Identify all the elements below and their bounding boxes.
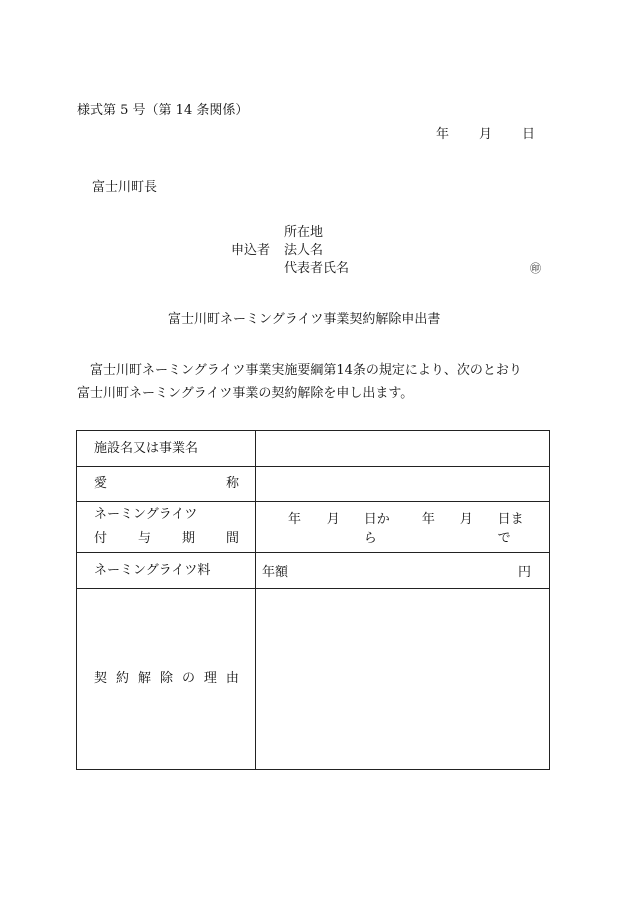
- date-month: 月: [479, 127, 493, 142]
- period-label-char: 間: [225, 531, 239, 546]
- reason-value-cell: [256, 589, 550, 770]
- fee-value-cell: [256, 553, 550, 589]
- facility-label-cell: [77, 431, 256, 467]
- fee-label-cell: [77, 553, 256, 589]
- nickname-label-char: 愛: [94, 476, 108, 491]
- facility-value-cell: [256, 431, 550, 467]
- date-day: 日: [522, 127, 536, 142]
- reason-label-char: 約: [115, 671, 129, 686]
- period-from-year: 年: [288, 512, 302, 527]
- address-label: 所在地: [284, 225, 324, 240]
- period-value: [256, 508, 549, 546]
- period-value-cell: [256, 502, 550, 553]
- document-title: 富士川町ネーミングライツ事業契約解除申出書: [168, 312, 441, 327]
- recipient: 富士川町長: [92, 180, 158, 195]
- reason-label-cell: [77, 589, 256, 770]
- body-line-1: 富士川町ネーミングライツ事業実施要綱第14条の規定により、次のとおり: [90, 363, 522, 378]
- body-line-2: 富士川町ネーミングライツ事業の契約解除を申し出ます。: [77, 386, 414, 401]
- period-to-day: 日まで: [497, 512, 524, 546]
- fee-label: ネーミングライツ料: [94, 562, 211, 578]
- nickname-value-cell: [256, 467, 550, 502]
- period-from-month: 月: [326, 512, 340, 527]
- date-line: [436, 127, 535, 143]
- detail-table: [76, 430, 550, 770]
- reason-label-char: 除: [159, 671, 173, 686]
- facility-label: 施設名又は事業名: [94, 440, 199, 456]
- period-from-day: 日から: [363, 512, 390, 546]
- reason-label-char: 契: [94, 671, 108, 686]
- representative-label: 代表者氏名: [284, 261, 350, 276]
- row-reason: [77, 589, 550, 770]
- body-text: [77, 359, 557, 405]
- period-to-year: 年: [421, 512, 435, 527]
- form-number: 様式第 5 号（第 14 条関係）: [77, 103, 249, 118]
- nickname-label: [94, 476, 239, 492]
- applicant-label: 申込者: [231, 243, 271, 258]
- row-facility: [77, 431, 550, 467]
- fee-unit: 円: [517, 565, 531, 580]
- period-label-line1: ネーミングライツ: [94, 507, 198, 522]
- period-label-char: 付: [94, 531, 108, 546]
- seal-mark: ㊞: [530, 262, 541, 275]
- period-to-month: 月: [459, 512, 473, 527]
- row-period: [77, 502, 550, 553]
- reason-label-char: 理: [203, 671, 217, 686]
- reason-label-char: 解: [137, 671, 151, 686]
- row-fee: [77, 553, 550, 589]
- date-year: 年: [436, 127, 450, 142]
- reason-label-char: の: [181, 671, 195, 686]
- reason-label: [94, 671, 239, 687]
- nickname-label-cell: [77, 467, 256, 502]
- period-label-cell: [77, 502, 256, 553]
- reason-label-char: 由: [225, 671, 239, 686]
- row-nickname: [77, 467, 550, 502]
- period-label-line2: [94, 531, 239, 547]
- fee-prefix: 年額: [262, 565, 289, 580]
- nickname-label-char: 称: [225, 476, 239, 491]
- period-label-char: 与: [137, 531, 151, 546]
- corporation-label: 法人名: [284, 243, 324, 258]
- fee-value: [256, 561, 549, 580]
- period-label-char: 期: [181, 531, 195, 546]
